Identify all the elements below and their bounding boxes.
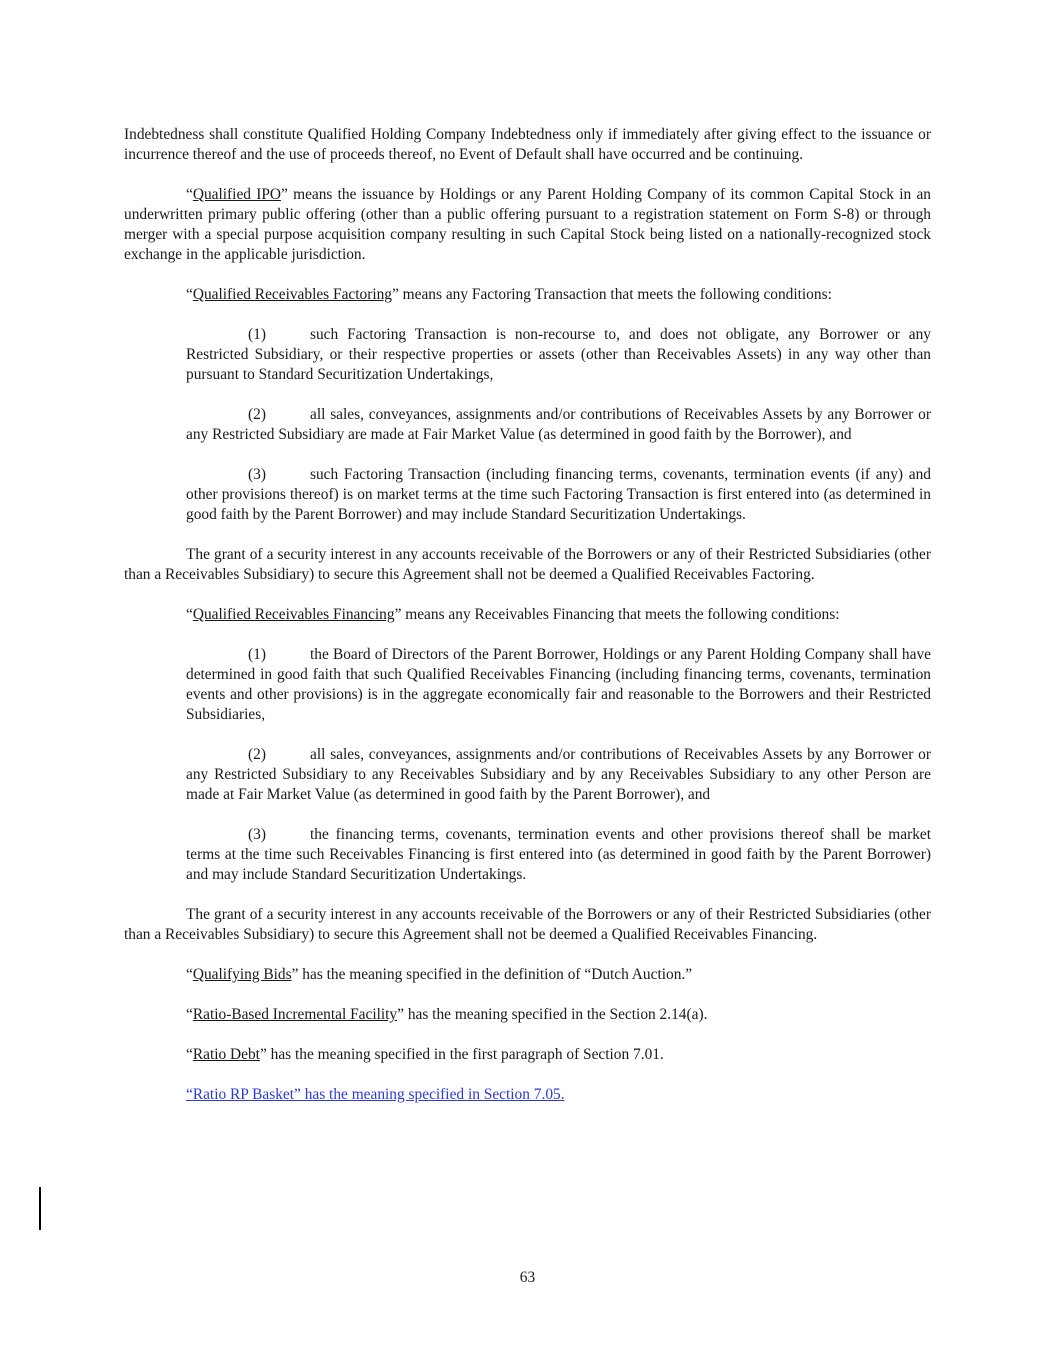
list-number: (3)	[248, 826, 266, 843]
definition-text: ” has the meaning specified in the first paragraph of Section 7.01.	[259, 1046, 664, 1063]
defined-term: Qualified Receivables Financing	[192, 606, 395, 623]
open-quote: “	[186, 1006, 193, 1023]
open-quote: “	[186, 286, 193, 303]
list-item	[186, 645, 931, 725]
list-number: (1)	[248, 646, 266, 663]
list-text: such Factoring Transaction (including financing terms, covenants, termination events (if any) and other provisions thereof) is on market terms at the time such Factoring Transaction is first entered into (as determined in good faith by the Parent Borrower) and may include Standard Securitization Undertakings.	[186, 466, 931, 523]
list-item	[186, 745, 931, 805]
definition-text: ” has the meaning specified in the definition of “Dutch Auction.”	[291, 966, 693, 983]
list-item	[186, 405, 931, 445]
paragraph-continuation: Indebtedness shall constitute Qualified Holding Company Indebtedness only if immediately after giving effect to the issuance or incurrence thereof and the use of proceeds thereof, no Event of Default shall have occurred and be continuing.	[124, 126, 931, 163]
defined-term: Qualified Receivables Factoring	[192, 286, 392, 303]
list-item	[186, 325, 931, 385]
list-number: (3)	[248, 466, 266, 483]
defined-term: Qualifying Bids	[192, 966, 292, 983]
definition-qualified-ipo	[124, 185, 931, 265]
list-text: the Board of Directors of the Parent Borrower, Holdings or any Parent Holding Company shall have determined in good faith that such Qualified Receivables Financing (including financing terms, covenants, termination events and other provisions) is in the aggregate economically fair and reasonable to the Borrowers and their Restricted Subsidiaries,	[186, 646, 931, 723]
open-quote: “	[186, 186, 193, 203]
definition-qualified-receivables-financing	[124, 605, 931, 625]
list-item	[186, 465, 931, 525]
list-number: (2)	[248, 746, 266, 763]
definition-text: ” means any Factoring Transaction that meets the following conditions:	[392, 286, 832, 303]
defined-term: Ratio-Based Incremental Facility	[192, 1006, 398, 1023]
defined-term: Qualified IPO	[192, 186, 282, 203]
list-text: such Factoring Transaction is non-recourse to, and does not obligate, any Borrower or any Restricted Subsidiary, or their respective properties or assets (other than Receivables Assets) in any way other than pursuant to Standard Securitization Undertakings,	[186, 326, 931, 383]
document-body	[124, 125, 931, 1125]
definition-ratio-based-incremental-facility	[124, 1005, 931, 1025]
defined-term: Ratio Debt	[192, 1046, 260, 1063]
definition-text: ” has the meaning specified in the Section 2.14(a).	[397, 1006, 708, 1023]
open-quote: “	[186, 966, 193, 983]
list-text: all sales, conveyances, assignments and/or contributions of Receivables Assets by any Borrower or any Restricted Subsidiary to any Receivables Subsidiary and by any Receivables Subsidiary to any other Person are made at Fair Market Value (as determined in good faith by the Parent Borrower), and	[186, 746, 931, 803]
definition-text: ” means any Receivables Financing that meets the following conditions:	[394, 606, 840, 623]
page-number: 63	[519, 1269, 536, 1286]
list-text: all sales, conveyances, assignments and/or contributions of Receivables Assets by any Borrower or any Restricted Subsidiary are made at Fair Market Value (as determined in good faith by the Borrower), and	[186, 406, 931, 443]
list-text: the financing terms, covenants, termination events and other provisions thereof shall be market terms at the time such Receivables Financing is first entered into (as determined in good faith by the Parent Borrower) and may include Standard Securitization Undertakings.	[186, 826, 931, 883]
inserted-text: “Ratio RP Basket” has the meaning specified in Section 7.05.	[186, 1086, 565, 1103]
open-quote: “	[186, 606, 193, 623]
open-quote: “	[186, 1046, 193, 1063]
definition-qualifying-bids	[124, 965, 931, 985]
list-number: (2)	[248, 406, 266, 423]
definition-ratio-rp-basket-inserted	[124, 1085, 931, 1105]
change-bar	[39, 1187, 41, 1230]
list-item	[186, 825, 931, 885]
list-number: (1)	[248, 326, 266, 343]
definition-qualified-receivables-factoring	[124, 285, 931, 305]
definition-text: ” means the issuance by Holdings or any Parent Holding Company of its common Capital Stock in an underwritten primary public offering (other than a public offering pursuant to a registration statement on Form S-8) or through merger with a special purpose acquisition company resulting in such Capital Stock being listed on a nationally-recognized stock exchange in the applicable jurisdiction.	[124, 186, 931, 263]
paragraph-grant-factoring: The grant of a security interest in any accounts receivable of the Borrowers or any of their Restricted Subsidiaries (other than a Receivables Subsidiary) to secure this Agreement shall not be deemed a Qualified Receivables Factoring.	[124, 546, 931, 583]
definition-ratio-debt	[124, 1045, 931, 1065]
paragraph-grant-financing: The grant of a security interest in any accounts receivable of the Borrowers or any of their Restricted Subsidiaries (other than a Receivables Subsidiary) to secure this Agreement shall not be deemed a Qualified Receivables Financing.	[124, 906, 931, 943]
